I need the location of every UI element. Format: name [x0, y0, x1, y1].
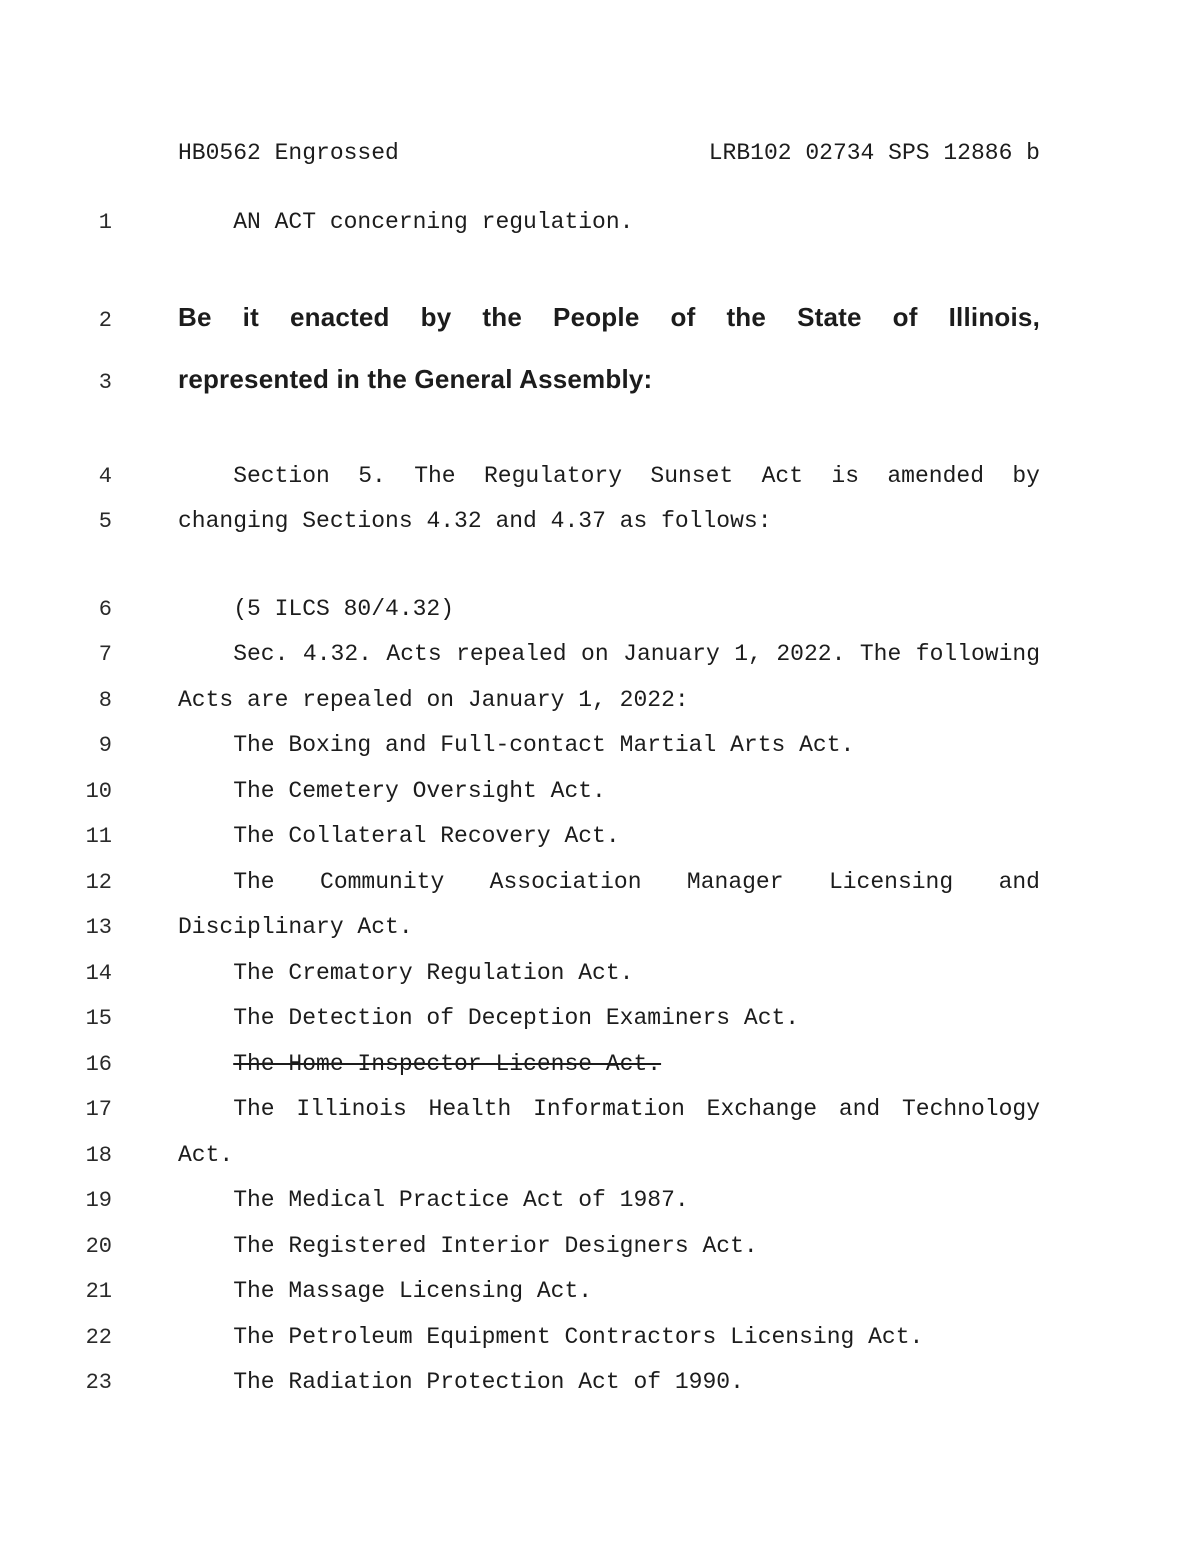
line-text: The Illinois Health Information Exchange and Technology — [233, 1096, 1040, 1122]
document-line — [0, 951, 1200, 997]
line-number: 6 — [98, 596, 112, 622]
line-number: 2 — [98, 307, 112, 333]
document-line — [0, 350, 1200, 412]
line-text: The Registered Interior Designers Act. — [233, 1232, 758, 1259]
line-text: Be it enacted by the People of the State of Illinois, — [178, 301, 1040, 332]
line-number: 13 — [85, 915, 112, 940]
line-text: Disciplinary Act. — [178, 914, 413, 940]
document-line — [0, 1042, 1200, 1088]
line-text: AN ACT concerning regulation. — [233, 209, 634, 235]
document-body — [0, 200, 1200, 1406]
line-text: The Crematory Regulation Act. — [233, 959, 634, 986]
line-number: 12 — [85, 869, 112, 895]
line-text: represented in the General Assembly: — [178, 363, 653, 394]
line-text: The Cemetery Oversight Act. — [233, 777, 606, 804]
line-text: The Community Association Manager Licensing and — [233, 868, 1040, 895]
document-header — [178, 140, 1040, 166]
line-text: Act. — [178, 1141, 234, 1168]
document-line — [0, 1178, 1200, 1224]
document-line — [0, 1360, 1200, 1406]
bill-number: HB0562 Engrossed — [178, 140, 399, 166]
line-text: The Detection of Deception Examiners Act. — [233, 1005, 800, 1031]
line-number: 3 — [98, 369, 112, 395]
line-number: 10 — [85, 778, 112, 804]
line-text: The Medical Practice Act of 1987. — [233, 1187, 689, 1213]
line-number: 23 — [85, 1370, 112, 1395]
line-number: 22 — [85, 1324, 112, 1350]
line-number: 9 — [98, 733, 112, 758]
line-number: 18 — [85, 1142, 112, 1168]
line-number: 15 — [85, 1006, 112, 1031]
document-line — [0, 1224, 1200, 1270]
line-text: Acts are repealed on January 1, 2022: — [178, 686, 689, 713]
document-line — [0, 996, 1200, 1042]
line-text: Section 5. The Regulatory Sunset Act is amended by — [233, 462, 1040, 489]
line-number: 1 — [98, 210, 112, 235]
document-line — [0, 499, 1200, 545]
document-line — [0, 678, 1200, 724]
line-number: 11 — [85, 824, 112, 849]
line-number: 8 — [98, 687, 112, 713]
document-line — [0, 905, 1200, 951]
line-text: Sec. 4.32. Acts repealed on January 1, 2022. The following — [233, 641, 1040, 667]
line-number: 17 — [85, 1097, 112, 1122]
line-text: changing Sections 4.32 and 4.37 as follows: — [178, 508, 772, 534]
document-line — [0, 587, 1200, 633]
lrb-reference: LRB102 02734 SPS 12886 b — [708, 140, 1040, 166]
document-line — [0, 723, 1200, 769]
line-number: 21 — [85, 1279, 112, 1304]
line-text: The Massage Licensing Act. — [233, 1278, 593, 1304]
line-text: The Boxing and Full-contact Martial Arts Act. — [233, 732, 855, 758]
document-line — [0, 632, 1200, 678]
document-line — [0, 1133, 1200, 1179]
line-text: The Collateral Recovery Act. — [233, 823, 620, 849]
document-line — [0, 288, 1200, 350]
document-line — [0, 454, 1200, 500]
line-number: 4 — [98, 463, 112, 489]
line-number: 14 — [85, 960, 112, 986]
line-number: 19 — [85, 1188, 112, 1213]
document-line — [0, 814, 1200, 860]
line-text: (5 ILCS 80/4.32) — [233, 595, 455, 622]
document-line — [0, 1269, 1200, 1315]
line-text: The Radiation Protection Act of 1990. — [233, 1369, 744, 1395]
line-number: 20 — [85, 1233, 112, 1259]
line-number: 7 — [98, 642, 112, 667]
line-number: 16 — [85, 1051, 112, 1077]
document-line — [0, 769, 1200, 815]
document-line — [0, 1315, 1200, 1361]
document-line — [0, 1087, 1200, 1133]
line-number: 5 — [98, 509, 112, 534]
line-text: The Petroleum Equipment Contractors Licensing Act. — [233, 1323, 924, 1350]
line-text-struck: The Home Inspector License Act. — [233, 1050, 662, 1077]
document-line — [0, 200, 1200, 246]
document-line — [0, 860, 1200, 906]
